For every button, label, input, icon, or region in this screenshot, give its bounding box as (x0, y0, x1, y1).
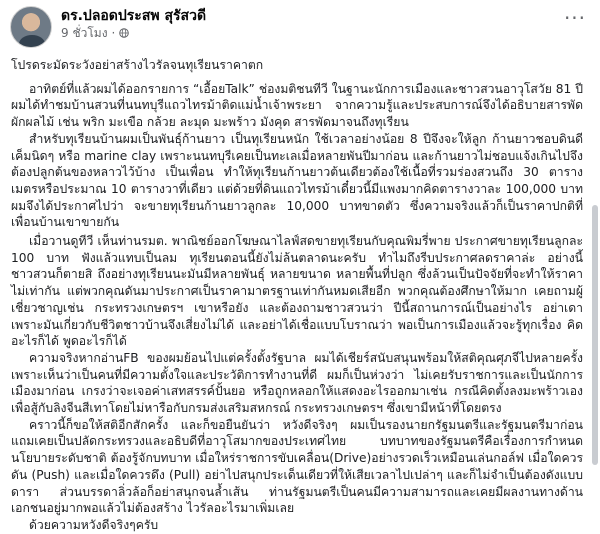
post-meta (61, 6, 206, 41)
post-paragraph: คราวนี้ก็ขอให้สติอีกสักครั้ง และก็ขอยืนยันว่า หวังดีจริงๆ ผมเป็นรองนายกรัฐมนตรีและรัฐมนตรีมาก่อน แถมเคยเป็นปลัดกระทรวงและอธิบดีที่อาวุโสมากของประเทศไทย บทบาทของรัฐมนตรีคือเรื่องการกำหนดนโยบายระดับชาติ ต้องรู้จักบทบาท เมื่อใหร่ราชการขับเคลื่อน(Drive)อย่างรวดเร็วเหมือนเล่นกอล์ฟ เมื่อใดควรดัน (Push) และเมื่อใดควรดึง (Pull) อย่าไปสนุกประเด็นเดียวที่ให้เสียเวลาไปเปล่าๆ และก็ไม่จำเป็นต้องดังแบบดารา ส่วนบรรดาลิ่วล้อก็อย่าสนุกจนล้ำเส้น ท่านรัฐมนตรีเป็นคนมีความสามารถและเคยมีผลงานทางด้านเอกชนอยู่มากพอแล้วไม่ต้องสร้าง ไวรัลอะไรมาเพิ่มเลย (11, 417, 583, 516)
post-paragraph: สำหรับทุเรียนบ้านผมเป็นพันธุ์ก้านยาว เป็นทุเรียนหนัก ใช้เวลาอย่างน้อย 8 ปีจึงจะให้ลูก ก้านยาวชอบดินดีเค็มนิดๆ หรือ marine clay เพราะนนทบุรีเคยเป็นทะเลเมื่อหลายพันปีมาก่อน และก้านยาวไม่ชอบแจ้งเกินไปจึงต้องปลูกต้นของหลาวไว้บ้าง เป็นเพื่อน ทำให้ทุเรียนก้านยาวต้นเดียวต้องใช้เนื้อที่รวมร่องสวนถึง 30 ตารางเมตรหรือประมาณ 10 ตารางวาที่เดียว แต่ด้วยที่ดินแถวไทรม้าเดี๋ยวนี้มีแพงมากคิดตารางวาละ 100,000 บาท ผมจึงได้ประกาศไปว่า จะขายทุเรียนก้านยาวลูกละ 10,000 บาทขาดตัว ซึ่งความจริงแล้วก็เป็นราคาปกติที่เพื่อนบ้านเขาขายกัน (11, 131, 583, 230)
globe-icon[interactable] (119, 28, 129, 38)
post-paragraph: อาทิตย์ที่แล้วผมได้ออกรายการ “เอื้อยTalk” ช่องมติชนทีวี ในฐานะนักการเมืองและชาวสวนอาวุโสวัย 81 ปี ผมได้ทำชมบ้านสวนที่นนทบุรีแถวไทรม้าติดแม่น้ำเจ้าพระยา จากความรู้และประสบการณ์จึงได้อธิบายสารพัดผักผลไม้ เช่น พริก มะเขือ กล้วย ละมุด มะพร้าว มังคุด สารพัดมาจนถึงทุเรียน (11, 81, 583, 130)
separator-dot: · (111, 26, 116, 40)
author-avatar[interactable] (10, 6, 52, 48)
post-title: โปรดระมัดระวังอย่าสร้างไวรัลจนทุเรียนราคาตก (11, 58, 264, 72)
post-paragraph: ด้วยความหวังดีจริงๆครับ (29, 517, 159, 532)
post-time[interactable]: 9 ชั่วโมง (61, 26, 108, 40)
author-name[interactable]: ดร.ปลอดประสพ สุรัสวดี (61, 8, 207, 24)
post-paragraph: ความจริงหากอ่านFB ของผมย้อนไปแต่ครั้งตั้งรัฐบาล ผมได้เชียร์สนับสนุนพร้อมให้สติคุณศุภจีไปหลายครั้ง เพราะเห็นว่าเป็นคนที่มีความตั้งใจและประวัติการทำงานที่ดี ผมก็เป็นห่วงว่า ไม่เคยรับราชการและเป็นนักการเมืองมาก่อน เกรงว่าจะเจอค่าเสทสรรค์ปั้นยอ หรือถูกหลอกให้แสดงอะไรออกมาเช่น กรณีคิดตั้งลงมะพร้าวเองเพื่อสู้กับลิงจีนสีเทาโดยไม่หารือกับกรมส่งเสริมสหกรณ์ กระทรวงเกษตรฯ ซึ่งเขามีหน้าที่โดยตรง (11, 350, 583, 416)
post-header (10, 6, 206, 48)
post-subline (61, 25, 206, 41)
scrollbar-thumb[interactable] (592, 205, 598, 465)
post-paragraph: เมื่อวานดูทีวี เห็นท่านรมต. พาณิชย์ออกโฆษณาไลฟ์สดขายทุเรียนกับคุณพิมรี่พาย ประกาศขายทุเรียนลูกละ 100 บาท ฟังแล้วแทบเป็นลม ทุเรียนตอนนี้ยังไม่ล้นตลาดนะครับ ทำไมถึงรีบประกาศลดราคาล่ะ อย่างนี้ชาวสวนก็ตายสิ ถึงอย่างทุเรียนนะมันมีหลายพันธุ์ หลายขนาด หลายพื้นที่ปลูก ซึ่งล้วนเป็นปัจจัยที่จะทำให้ราคาไม่เท่ากัน แต่พวกคุณดันมาประกาศเป็นราคามาตรฐานเท่ากันหมดเสียอีก พวกคุณต้องศึกษาให้มาก เคยถามผู้เชี่ยวชาญเช่น กระทรวงเกษตรฯ เขาหรือยัง และต้องถามชาวสวนว่า ปีนี้สถานการณ์เป็นอย่างไร อย่าเดา เพราะมันเกี่ยวกับชีวิตชาวบ้านจึงเสี่ยงไม่ได้ และอย่าได้เชื่อแบบโบราณว่า พอเป็นการเมืองแล้วจะรู้ทุกเรื่อง คิดอะไรก็ได้ พูดอะไรก็ได้ (11, 234, 583, 349)
post-body (11, 57, 583, 534)
more-options-icon[interactable]: ··· (563, 6, 587, 30)
